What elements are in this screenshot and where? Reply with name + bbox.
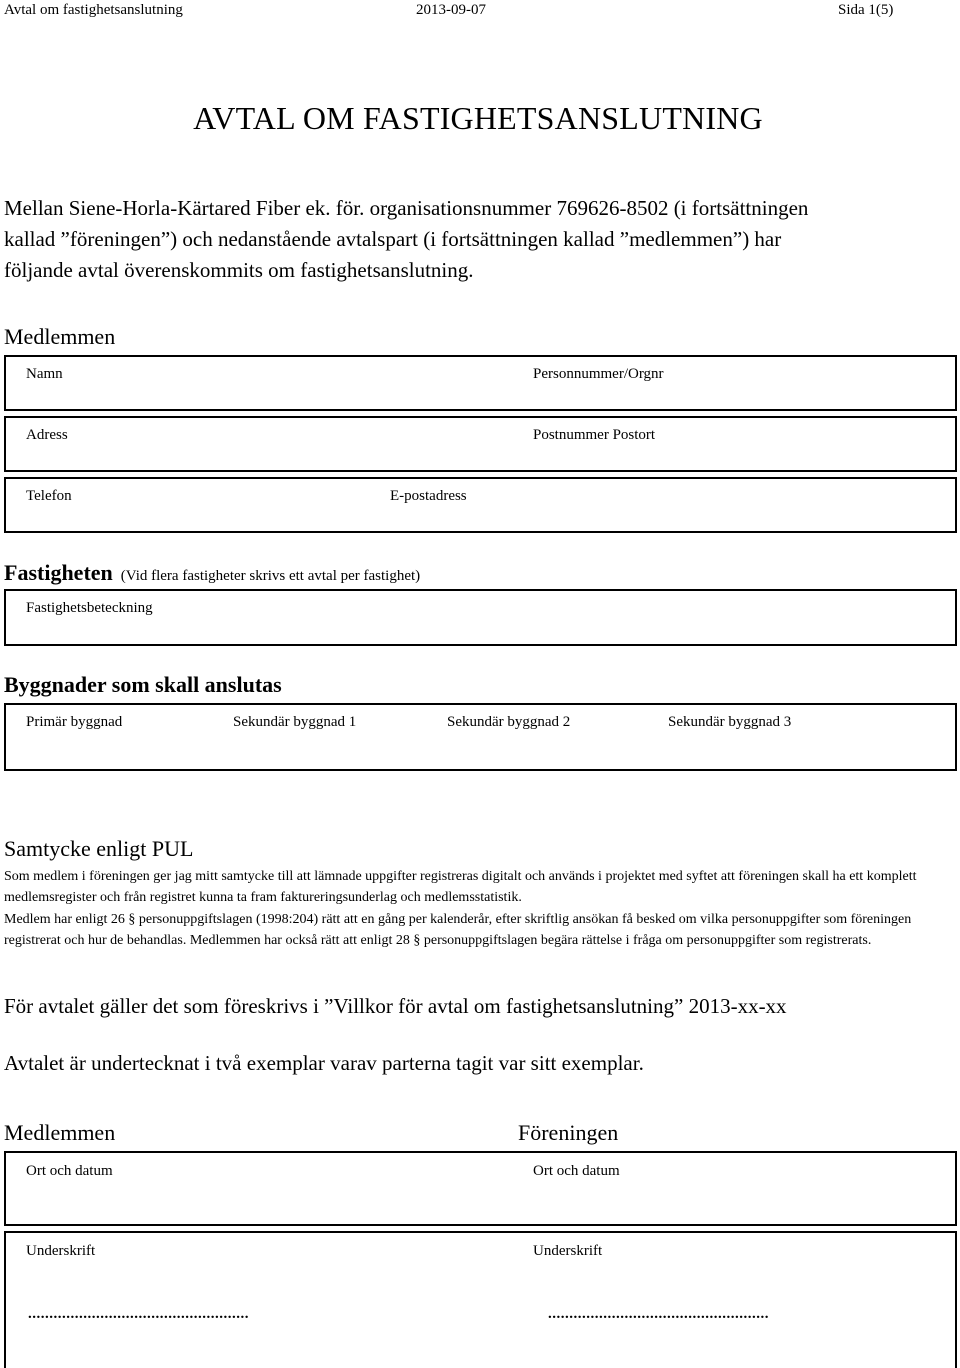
consent-paragraph-2: Medlem har enligt 26 § personuppgiftslagen (1998:204) rätt att en gång per kalenderår, efter skriftlig ansökan få besked om vilka personuppgifter som föreningen registrerat och hur de behandlas. Medlemmen har också rätt att enligt 28 § personuppgiftslagen begära rättelse i fråga om personuppgifter som registrerats. [4,911,912,948]
assoc-signature-line[interactable]: .................................................... [548,1306,769,1322]
buildings-heading: Byggnader som skall anslutas [4,672,282,697]
member-heading: Medlemmen [4,324,116,349]
pnr-label: Personnummer/Orgnr [533,366,664,382]
intro-paragraph: Mellan Siene-Horla-Kärtared Fiber ek. för. organisationsnummer 769626-8502 (i fortsättningen kallad ”föreningen”) och nedanstående avtalspart (i fortsättningen kallad ”medlemmen”) har följande avtal överenskommits om fastighetsanslutning. [4,196,809,282]
member-row-name[interactable] [4,355,957,411]
consent-paragraph-1: Som medlem i föreningen ger jag mitt samtycke till att lämnade uppgifter registreras digitalt och används i projektet med syftet att föreningen skall ha ett komplett medlemsregister och från registret kunna ta fram faktureringsunderlag och medlemsstatistik. [4,869,917,906]
buildings-field[interactable] [4,703,957,771]
terms-line: För avtalet gäller det som föreskrivs i ”Villkor för avtal om fastighetsanslutning” 2013-xx-xx [4,994,787,1018]
header-date: 2013-09-07 [416,2,486,18]
header-page-number: Sida 1(5) [838,2,894,18]
property-designation-field[interactable] [4,589,957,646]
member-row-address[interactable] [4,416,957,472]
address-label: Adress [26,427,68,443]
member-signature-line[interactable]: .................................................... [28,1306,249,1322]
property-heading-line [4,560,420,586]
member-signature-label: Underskrift [26,1243,96,1259]
name-label: Namn [26,366,63,382]
assoc-place-date-label: Ort och datum [533,1163,620,1179]
consent-text [4,866,949,951]
member-place-date-label: Ort och datum [26,1163,113,1179]
consent-heading: Samtycke enligt PUL [4,836,194,861]
email-label: E-postadress [390,488,467,504]
header-doc-name: Avtal om fastighetsanslutning [4,2,183,18]
designation-label: Fastighetsbeteckning [26,600,153,616]
signed-line: Avtalet är undertecknat i två exemplar varav parterna tagit var sitt exemplar. [4,1051,644,1075]
property-note: (Vid flera fastigheter skrivs ett avtal per fastighet) [120,568,421,584]
page-title: AVTAL OM FASTIGHETSANSLUTNING [193,100,763,136]
sig-signature-row [4,1231,957,1368]
postal-label: Postnummer Postort [533,427,656,443]
assoc-signature-label: Underskrift [533,1243,603,1259]
building-secondary-1-label: Sekundär byggnad 1 [233,714,357,730]
building-secondary-2-label: Sekundär byggnad 2 [447,714,571,730]
sig-member-heading: Medlemmen [4,1120,116,1145]
member-row-phone[interactable] [4,477,957,533]
building-primary-label: Primär byggnad [26,714,123,730]
sig-place-date-row [4,1151,957,1226]
sig-assoc-heading: Föreningen [518,1120,619,1145]
property-heading: Fastigheten [4,560,113,585]
phone-label: Telefon [26,488,72,504]
building-secondary-3-label: Sekundär byggnad 3 [668,714,792,730]
